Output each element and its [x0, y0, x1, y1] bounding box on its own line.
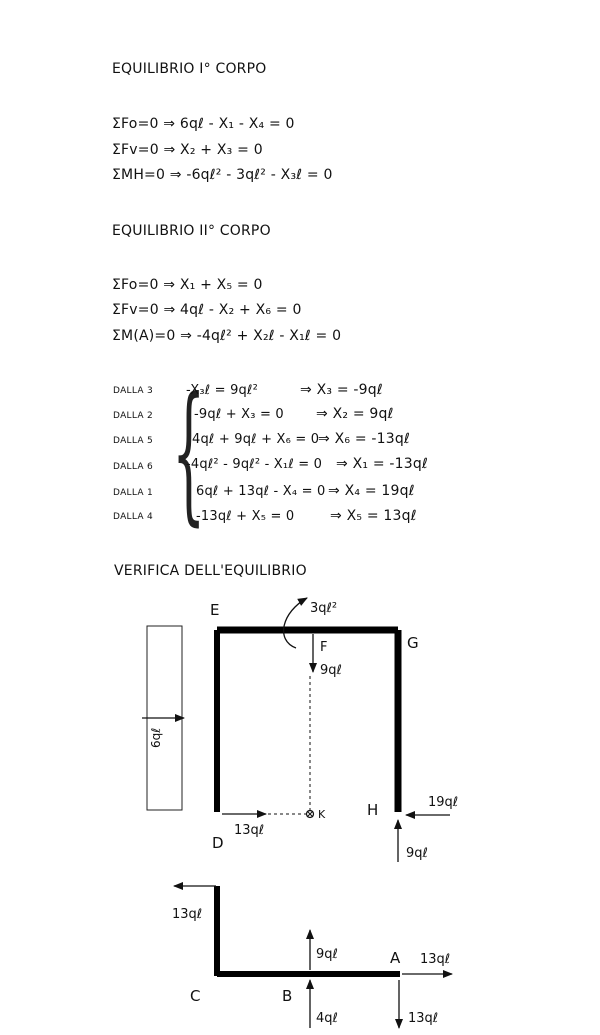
system-label: DALLA 6: [113, 462, 154, 472]
system-equation: -4qℓ² - 9qℓ² - X₁ℓ = 0: [186, 457, 323, 472]
moment-label: 3qℓ²: [310, 601, 338, 616]
node-F-label: F: [320, 640, 328, 655]
force-A-right-label: 13qℓ: [420, 952, 451, 967]
system-label: DALLA 3: [113, 386, 154, 396]
system-result: ⇒ X₆ = -13qℓ: [318, 431, 410, 447]
force-B-bottom-label: 4qℓ: [316, 1011, 338, 1026]
system-label: DALLA 1: [113, 488, 154, 498]
node-G-label: G: [407, 634, 419, 652]
equation-5: ΣFv=0 ⇒ 4qℓ - X₂ + X₆ = 0: [112, 302, 302, 318]
node-E-label: E: [210, 601, 220, 619]
node-C-label: C: [190, 987, 201, 1005]
system-equation: -X₃ℓ = 9qℓ²: [186, 383, 258, 398]
node-H-label: H: [367, 801, 379, 819]
system-label: DALLA 2: [113, 411, 154, 421]
force-A-down-label: 13qℓ: [408, 1011, 439, 1026]
force-top-label: 13qℓ: [172, 907, 203, 922]
moment-arrow: [284, 598, 307, 648]
node-B-label: B: [282, 987, 293, 1005]
equation-1: ΣFo=0 ⇒ 6qℓ - X₁ - X₄ = 0: [112, 116, 295, 132]
system-result: ⇒ X₄ = 19qℓ: [328, 483, 415, 499]
node-A-label: A: [390, 949, 401, 967]
system-equation: 4qℓ + 9qℓ + X₆ = 0: [192, 432, 320, 447]
load-F-label: 9qℓ: [320, 663, 342, 678]
force-H-vertical-label: 9qℓ: [406, 846, 428, 861]
node-D-label: D: [212, 834, 224, 852]
system-result: ⇒ X₁ = -13qℓ: [336, 456, 428, 472]
section2-title: EQUILIBRIO II° CORPO: [112, 223, 271, 239]
node-K-label: K: [318, 808, 326, 821]
system-equation: -13qℓ + X₅ = 0: [196, 509, 295, 524]
system-label: DALLA 4: [113, 512, 154, 522]
system-equation: 6qℓ + 13qℓ - X₄ = 0: [196, 484, 326, 499]
equation-4: ΣFo=0 ⇒ X₁ + X₅ = 0: [112, 277, 263, 293]
section1-title: EQUILIBRIO I° CORPO: [112, 61, 267, 77]
force-H-horizontal-label: 19qℓ: [428, 795, 459, 810]
equation-2: ΣFv=0 ⇒ X₂ + X₃ = 0: [112, 142, 263, 158]
system-label: DALLA 5: [113, 436, 154, 446]
system-result: ⇒ X₂ = 9qℓ: [316, 406, 394, 422]
equation-3: ΣMH=0 ⇒ -6qℓ² - 3qℓ² - X₃ℓ = 0: [112, 167, 333, 183]
distributed-load-label: 6qℓ: [149, 727, 163, 748]
verification-title: VERIFICA DELL'EQUILIBRIO: [114, 563, 307, 579]
force-D-label: 13qℓ: [234, 823, 265, 838]
force-B-up-label: 9qℓ: [316, 947, 338, 962]
equation-6: ΣM(A)=0 ⇒ -4qℓ² + X₂ℓ - X₁ℓ = 0: [112, 328, 342, 344]
system-result: ⇒ X₅ = 13qℓ: [330, 508, 417, 524]
system-brace: {: [172, 366, 206, 540]
system-equation: -9qℓ + X₃ = 0: [194, 407, 284, 422]
system-result: ⇒ X₃ = -9qℓ: [300, 382, 383, 398]
